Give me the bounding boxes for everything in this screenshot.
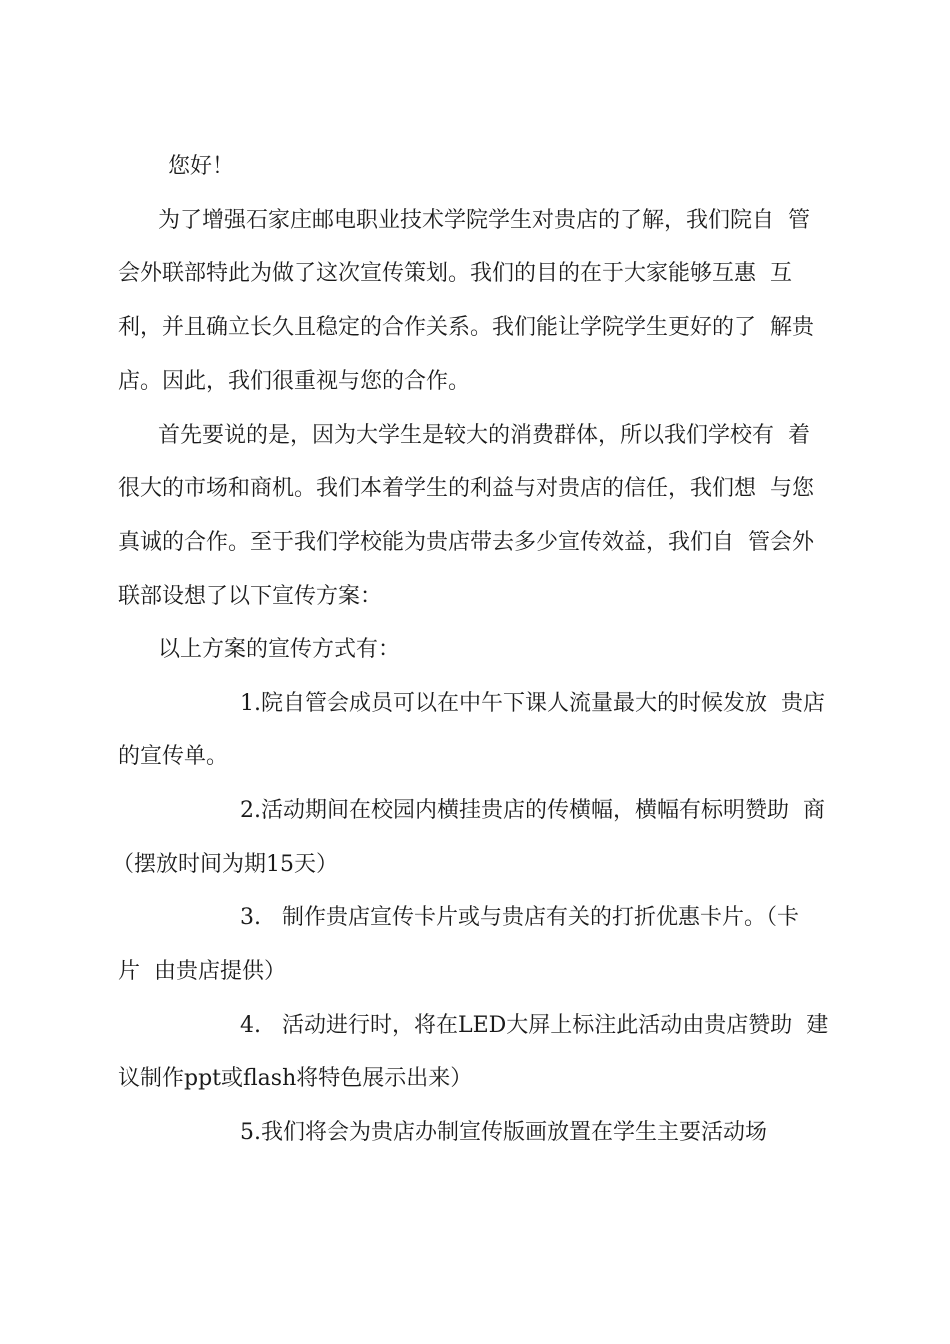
paragraph-2-line-1: 首先要说的是，因为大学生是较大的消费群体，所以我们学校有 着 — [158, 423, 810, 448]
list-item-3-line-1: 3. 制作贵店宣传卡片或与贵店有关的打折优惠卡片。（卡 — [240, 905, 799, 930]
paragraph-1-line-2: 会外联部特此为做了这次宣传策划。我们的目的在于大家能够互惠 互 — [118, 261, 792, 286]
list-item-2-line-2: （摆放时间为期15天） — [112, 852, 338, 877]
list-item-4-line-1: 4. 活动进行时，将在LED大屏上标注此活动由贵店赞助 建 — [240, 1013, 829, 1038]
list-item-3-line-2: 片 由贵店提供） — [118, 959, 286, 984]
list-item-5-line-1: 5.我们将会为贵店办制宣传版画放置在学生主要活动场 — [240, 1120, 767, 1145]
list-item-1-line-1: 1.院自管会成员可以在中午下课人流量最大的时候发放 贵店 — [240, 691, 825, 716]
paragraph-2-line-2: 很大的市场和商机。我们本着学生的利益与对贵店的信任，我们想 与您 — [118, 476, 814, 501]
paragraph-1-line-1: 为了增强石家庄邮电职业技术学院学生对贵店的了解，我们院自 管 — [158, 208, 810, 233]
list-item-2-line-1: 2.活动期间在校园内横挂贵店的传横幅，横幅有标明赞助 商 — [240, 798, 825, 823]
paragraph-1-line-4: 店。因此，我们很重视与您的合作。 — [118, 369, 471, 394]
list-item-4-line-2: 议制作ppt或flash将特色展示出来） — [118, 1066, 473, 1091]
greeting-line: 您好！ — [168, 154, 235, 179]
methods-heading: 以上方案的宣传方式有： — [158, 637, 401, 662]
list-item-1-line-2: 的宣传单。 — [118, 744, 229, 769]
paragraph-1-line-3: 利，并且确立长久且稳定的合作关系。我们能让学院学生更好的了 解贵 — [118, 315, 814, 340]
paragraph-2-line-4: 联部设想了以下宣传方案： — [118, 584, 383, 609]
paragraph-2-line-3: 真诚的合作。至于我们学校能为贵店带去多少宣传效益，我们自 管会外 — [118, 530, 814, 555]
